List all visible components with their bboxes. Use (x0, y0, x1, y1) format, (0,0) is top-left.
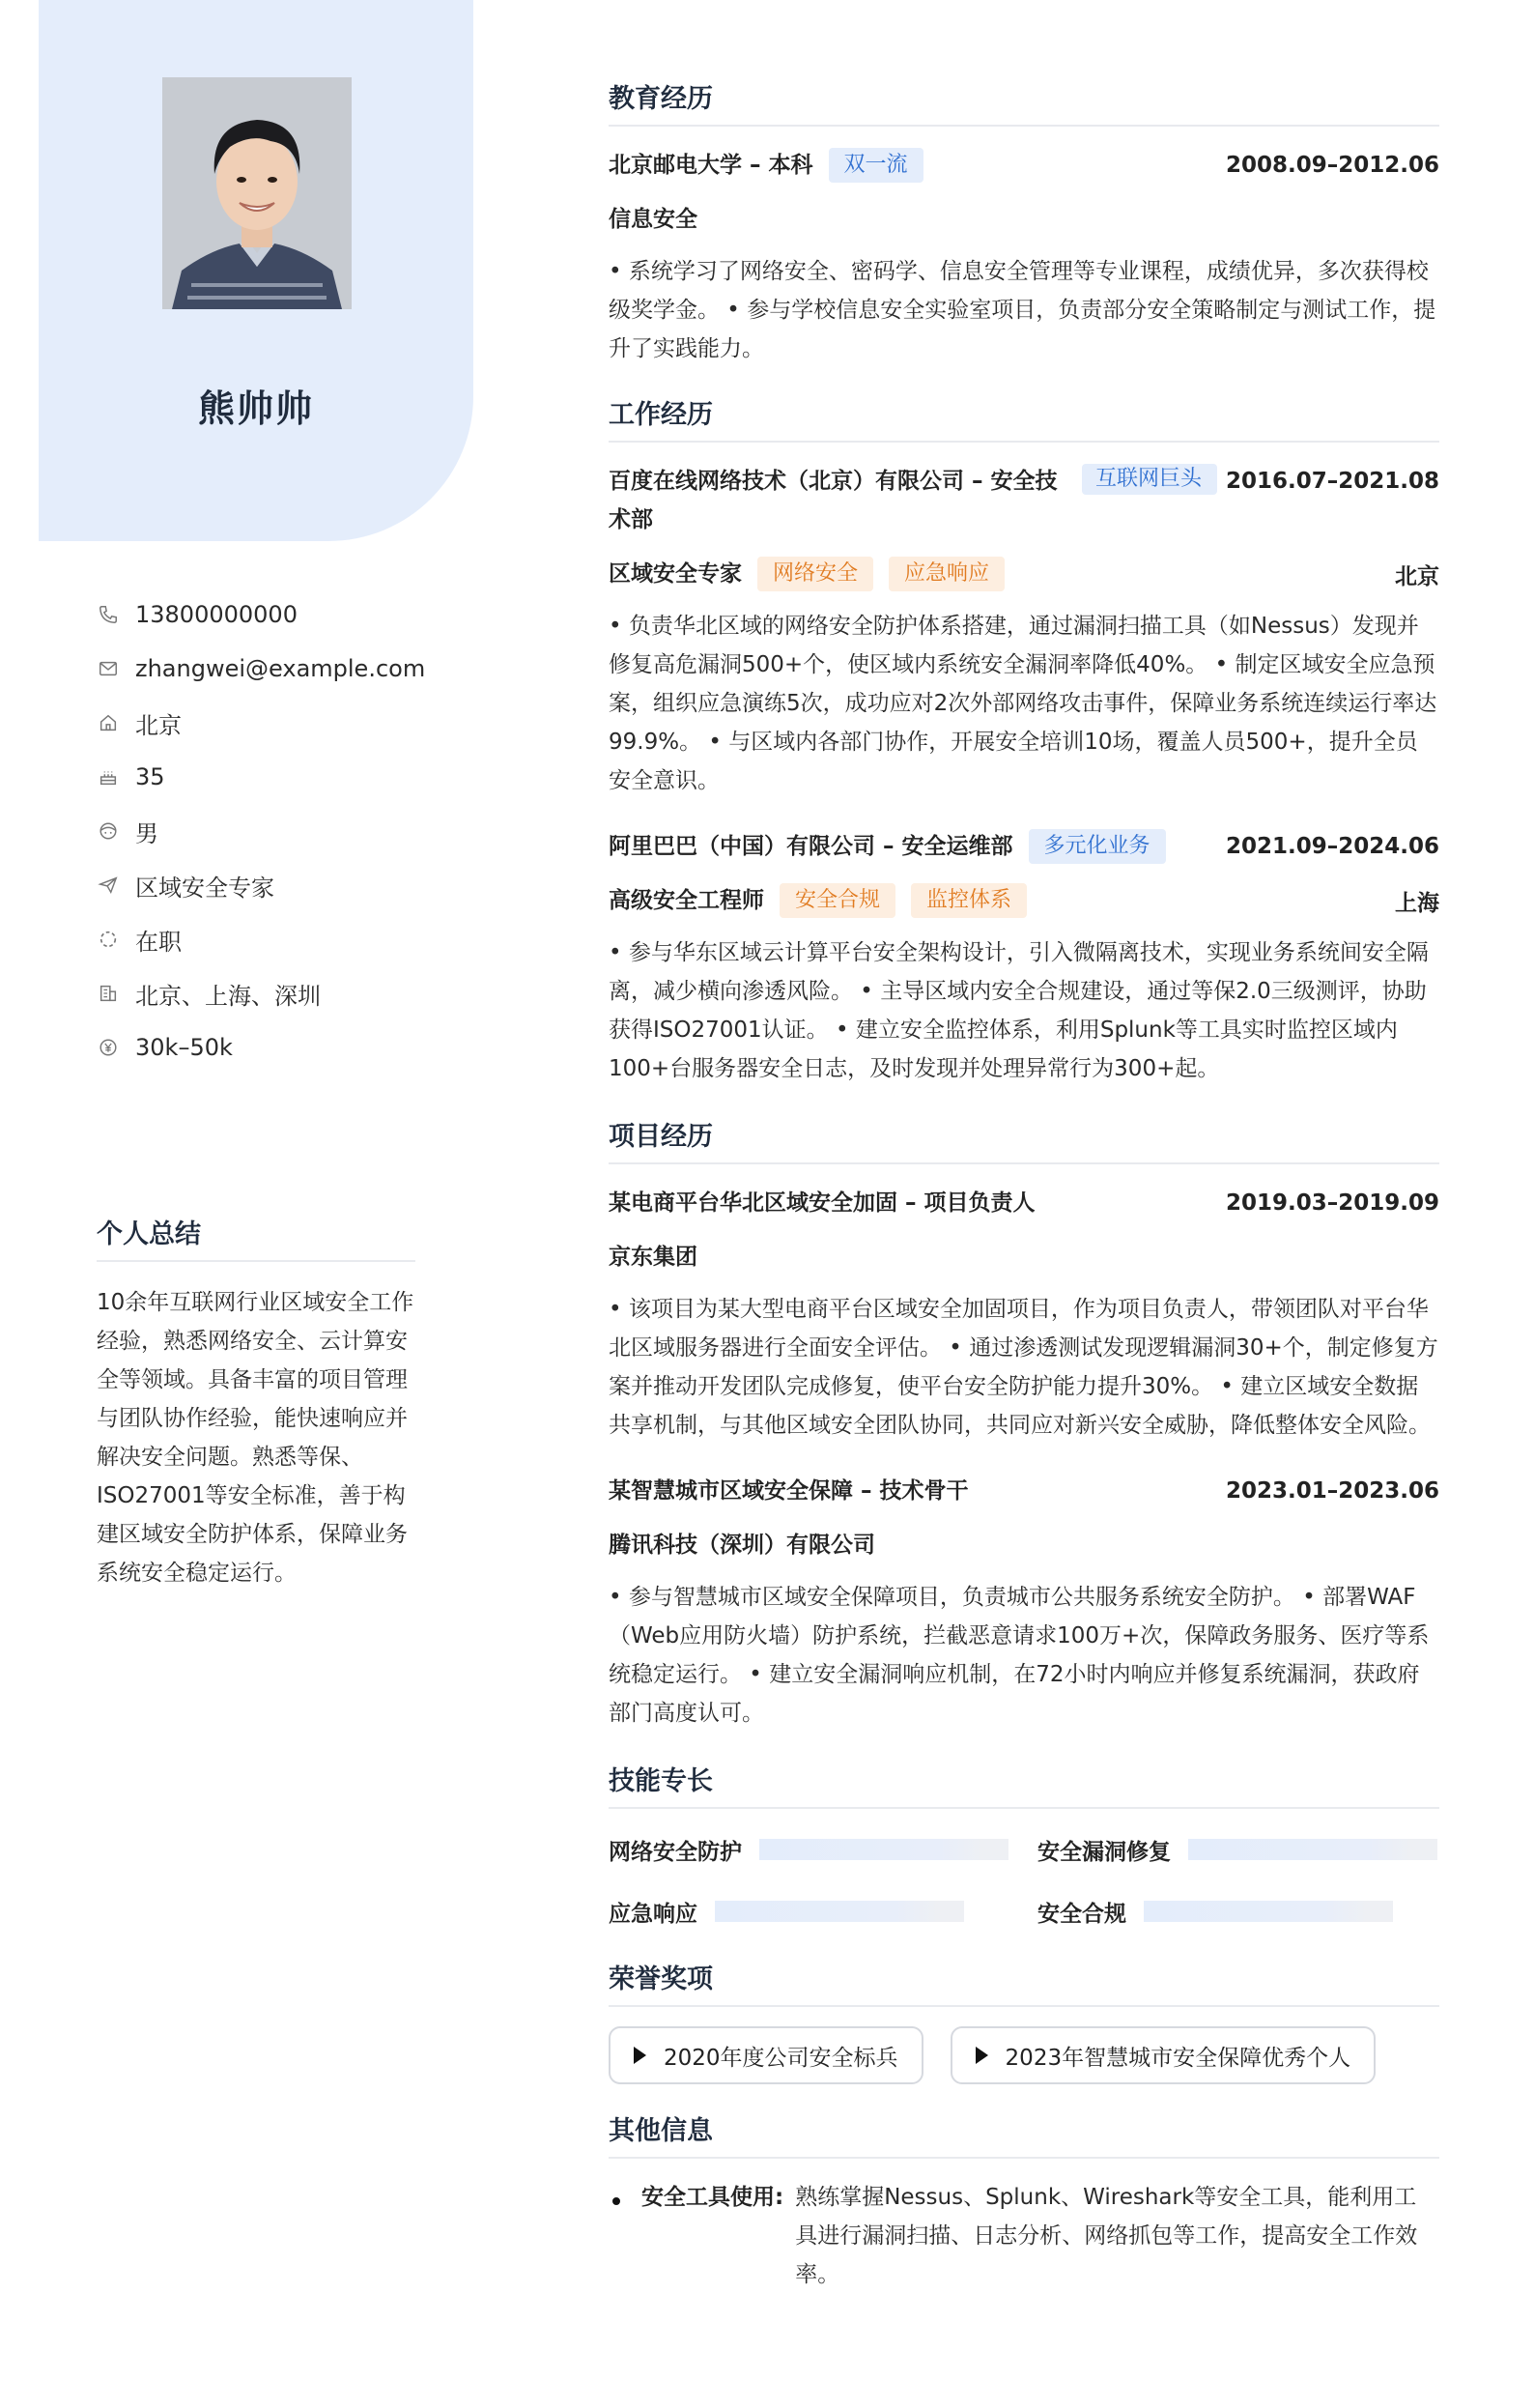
phone-icon (97, 603, 120, 626)
awards-title: 荣誉奖项 (609, 1958, 1439, 2007)
skills-title: 技能专长 (609, 1760, 1439, 1809)
company-name: 阿里巴巴（中国）有限公司 – 安全运维部 (609, 834, 1013, 859)
other-text: 熟练掌握Nessus、Splunk、Wireshark等安全工具，能利用工具进行漏洞扫描、日志分析、网络抓包等工作，提高安全工作效率。 (795, 2185, 1418, 2287)
work-title: 工作经历 (609, 393, 1439, 443)
skills-section (609, 1760, 1439, 1933)
work-desc: • 参与华东区域云计算平台安全架构设计，引入微隔离技术，实现业务系统间安全隔离，减少横向渗透风险。 • 主导区域内安全合规建设，通过等保2.0三级测评，协助获得ISO27001认证。 • 建立安全监控体系，利用Splunk等工具实时监控区域内100+台服务器安全日志，及时发现并处理异常行为300+起。 (609, 940, 1429, 1081)
gender-value: 男 (135, 819, 158, 847)
work-date: 2021.09–2024.06 (1225, 834, 1439, 859)
role-tag: 网络安全 (757, 557, 873, 591)
other-item (609, 2178, 1439, 2294)
project-entry (609, 1472, 1439, 1733)
work-entry (609, 462, 1439, 800)
skill-bar (715, 1901, 964, 1922)
main-content (609, 77, 1439, 2319)
school-tag: 双一流 (829, 148, 923, 183)
status-icon (97, 928, 120, 951)
skill-name: 网络安全防护 (609, 1839, 742, 1865)
award-item (951, 2026, 1377, 2084)
info-cities (97, 966, 464, 1020)
email-value: zhangwei@example.com (135, 655, 426, 682)
project-name: 某智慧城市区域安全保障 – 技术骨干 (609, 1478, 969, 1504)
education-desc: • 系统学习了网络安全、密码学、信息安全管理等专业课程，成绩优异，多次获得校级奖学金。 • 参与学校信息安全实验室项目，负责部分安全策略制定与测试工作，提升了实践能力。 (609, 259, 1436, 361)
project-date: 2023.01–2023.06 (1225, 1478, 1439, 1504)
other-section (609, 2109, 1439, 2294)
award-item (609, 2026, 923, 2084)
project-name: 某电商平台华北区域安全加固 – 项目负责人 (609, 1190, 1036, 1216)
cake-icon (97, 765, 120, 788)
cities-value: 北京、上海、深圳 (135, 982, 321, 1010)
skill-item (609, 1828, 1010, 1871)
skill-name: 安全漏洞修复 (1037, 1839, 1171, 1865)
project-date: 2019.03–2019.09 (1225, 1190, 1439, 1216)
work-city: 北京 (1395, 563, 1439, 589)
building-icon (97, 982, 120, 1005)
contact-info-list (97, 588, 464, 1075)
education-major: 信息安全 (609, 207, 697, 232)
info-location (97, 696, 464, 750)
project-org: 京东集团 (609, 1245, 697, 1270)
info-position (97, 858, 464, 912)
role-tag: 监控体系 (911, 883, 1027, 918)
yen-icon (97, 1036, 120, 1059)
other-title: 其他信息 (609, 2109, 1439, 2159)
info-phone (97, 588, 464, 642)
candidate-name: 熊帅帅 (197, 387, 314, 430)
info-email (97, 642, 464, 696)
work-city: 上海 (1395, 890, 1439, 916)
project-desc: • 该项目为某大型电商平台区域安全加固项目，作为项目负责人，带领团队对平台华北区域服务器进行全面安全评估。 • 通过渗透测试发现逻辑漏洞30+个，制定修复方案并推动开发团队完成修复，使平台安全防护能力提升30%。 • 建立区域安全数据共享机制，与其他区域安全团队协同，共同应对新兴安全威胁，降低整体安全风险。 (609, 1297, 1438, 1438)
skill-name: 安全合规 (1037, 1901, 1126, 1927)
skill-fill (1188, 1839, 1412, 1860)
skill-fill (715, 1901, 939, 1922)
skill-fill (759, 1839, 983, 1860)
project-org: 腾讯科技（深圳）有限公司 (609, 1533, 875, 1558)
company-tag: 互联网巨头 (1082, 464, 1217, 495)
skill-bar (759, 1839, 1008, 1860)
skill-item (1037, 1890, 1439, 1933)
other-label: 安全工具使用: (641, 2185, 784, 2210)
projects-section (609, 1115, 1439, 1733)
mail-icon (97, 657, 120, 680)
role-tag: 应急响应 (889, 557, 1005, 591)
work-section (609, 393, 1439, 1088)
phone-value: 13800000000 (135, 601, 298, 628)
role-tag: 安全合规 (780, 883, 895, 918)
age-value: 35 (135, 763, 165, 790)
play-icon (634, 2047, 646, 2064)
school-name: 北京邮电大学 – 本科 (609, 153, 813, 178)
position-value: 区域安全专家 (135, 874, 274, 902)
skill-grid (609, 1828, 1439, 1933)
awards-section (609, 1958, 1439, 2084)
project-desc: • 参与智慧城市区域安全保障项目，负责城市公共服务系统安全防护。 • 部署WAF（Web应用防火墙）防护系统，拦截恶意请求100万+次，保障政务服务、医疗等系统稳定运行。 • 建立安全漏洞响应机制，在72小时内响应并修复系统漏洞，获政府部门高度认可。 (609, 1585, 1430, 1726)
education-date: 2008.09–2012.06 (1225, 153, 1439, 178)
avatar (162, 77, 352, 309)
info-gender (97, 804, 464, 858)
skill-fill (1144, 1901, 1368, 1922)
work-desc: • 负责华北区域的网络安全防护体系搭建，通过漏洞扫描工具（如Nessus）发现并修复高危漏洞500+个，使区域内系统安全漏洞率降低40%。 • 制定区域安全应急预案，组织应急演练5次，成功应对2次外部网络攻击事件，保障业务系统连续运行率达99.9%。 • 与区域内各部门协作，开展安全培训10场，覆盖人员500+，提升全员安全意识。 (609, 614, 1437, 793)
status-value: 在职 (135, 928, 182, 956)
info-age (97, 750, 464, 804)
award-list (609, 2026, 1439, 2084)
play-icon (976, 2047, 988, 2064)
skill-item (609, 1890, 1010, 1933)
info-salary (97, 1020, 464, 1075)
home-icon (97, 711, 120, 734)
location-value: 北京 (135, 711, 182, 739)
education-section (609, 77, 1439, 368)
skill-bar (1144, 1901, 1393, 1922)
education-header (609, 146, 1439, 185)
skill-bar (1188, 1839, 1437, 1860)
award-label: 2023年智慧城市安全保障优秀个人 (1005, 2045, 1351, 2071)
company-name: 百度在线网络技术（北京）有限公司 – 安全技术部 (609, 469, 1058, 532)
bullet-dot (612, 2197, 620, 2205)
skill-name: 应急响应 (609, 1901, 697, 1927)
info-status (97, 912, 464, 966)
job-role: 高级安全工程师 (609, 888, 764, 913)
projects-title: 项目经历 (609, 1115, 1439, 1164)
company-tag: 多元化业务 (1029, 829, 1166, 864)
job-role: 区域安全专家 (609, 561, 742, 587)
skill-item (1037, 1828, 1439, 1871)
salary-value: 30k–50k (135, 1034, 233, 1061)
award-label: 2020年度公司安全标兵 (664, 2045, 898, 2071)
summary-title: 个人总结 (97, 1213, 415, 1262)
work-entry (609, 827, 1439, 1088)
send-icon (97, 874, 120, 897)
summary-text: 10余年互联网行业区域安全工作经验，熟悉网络安全、云计算安全等领域。具备丰富的项目管理与团队协作经验，能快速响应并解决安全问题。熟悉等保、ISO27001等安全标准，善于构建区域安全防护体系，保障业务系统安全稳定运行。 (97, 1290, 414, 1586)
project-entry (609, 1184, 1439, 1445)
person-face-icon (97, 819, 120, 843)
education-title: 教育经历 (609, 77, 1439, 127)
work-date: 2016.07–2021.08 (1225, 469, 1439, 494)
